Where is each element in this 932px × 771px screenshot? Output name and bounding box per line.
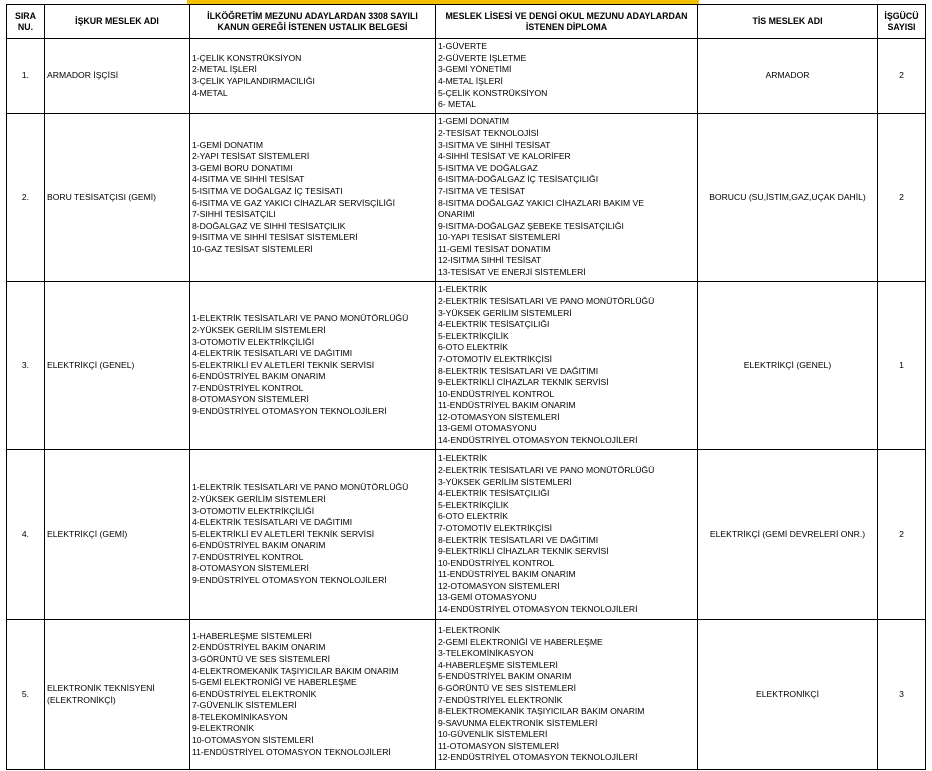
list-item: 7-OTOMOTİV ELEKTRİKÇİSİ [438, 522, 552, 533]
list-item: 6-ENDÜSTRİYEL BAKIM ONARIM [192, 540, 326, 551]
table-row [7, 450, 926, 620]
list-item: 6-ENDÜSTRİYEL ELEKTRONİK [192, 688, 317, 699]
list-item: 4-SIHHİ TESİSAT VE KALORİFER [438, 151, 571, 162]
header-isgucu: İŞGÜCÜ SAYISI [878, 5, 926, 39]
list-item: 1-ELEKTRİK [438, 453, 488, 464]
row-isgucu: 2 [878, 114, 926, 282]
list-item: 6- METAL [438, 99, 477, 110]
list-item: 3-OTOMOTİV ELEKTRİKÇİLİĞİ [192, 336, 315, 347]
list-item: 11-ENDÜSTRİYEL BAKIM ONARIM [438, 569, 576, 580]
row-isgucu: 2 [878, 450, 926, 620]
list-item: 13-TESİSAT VE ENERJİ SİSTEMLERİ [438, 267, 586, 278]
list-item: 10-OTOMASYON SİSTEMLERİ [192, 735, 314, 746]
table-row [7, 282, 926, 450]
row-ilkogretim [190, 114, 436, 282]
list-item: 10-YAPI TESİSAT SİSTEMLERİ [438, 232, 561, 243]
list-item: 3-ISITMA VE SIHHİ TESİSAT [438, 139, 551, 150]
row-sira: 1. [7, 39, 45, 114]
list-item: 1-ELEKTRONİK [438, 624, 501, 635]
list-item: 2-ELEKTRİK TESİSATLARI VE PANO MONÜTÖRLÜĞÜ [438, 464, 655, 475]
list-item: 1-GEMİ DONATIM [438, 116, 509, 127]
list-item: 8-OTOMASYON SİSTEMLERİ [192, 563, 309, 574]
list-item: 7-ISITMA VE TESİSAT [438, 185, 526, 196]
row-iskur: ELEKTRONİK TEKNİSYENİ (ELEKTRONİKÇİ) [45, 620, 190, 770]
list-item: 8-ELEKTROMEKANİK TAŞIYICILAR BAKIM ONARIM [438, 706, 645, 717]
list-item: 3-TELEKOMİNİKASYON [438, 648, 534, 659]
row-tis: ELEKTRİKÇİ (GENEL) [698, 282, 878, 450]
table-row [7, 620, 926, 770]
list-item: 8-ELEKTRİK TESİSATLARI VE DAĞITIMI [438, 365, 599, 376]
list-item: 2-METAL İŞLERİ [192, 64, 257, 75]
list-item: 7-OTOMOTİV ELEKTRİKÇİSİ [438, 353, 552, 364]
list-item: 4-ELEKTRİK TESİSATLARI VE DAĞITIMI [192, 348, 353, 359]
list-item: 2-YAPI TESİSAT SİSTEMLERİ [192, 151, 310, 162]
list-item: 5-ISITMA VE DOĞALGAZ [438, 162, 538, 173]
table-body [7, 39, 926, 770]
row-iskur: ELEKTRİKÇİ (GEMİ) [45, 450, 190, 620]
list-item: 8-ELEKTRİK TESİSATLARI VE DAĞITIMI [438, 534, 599, 545]
list-item: 2-GÜVERTE İŞLETME [438, 52, 527, 63]
row-sira: 2. [7, 114, 45, 282]
row-tis: ARMADOR [698, 39, 878, 114]
row-isgucu: 2 [878, 39, 926, 114]
list-item: 4-ELEKTRİK TESİSATLARI VE DAĞITIMI [192, 517, 353, 528]
list-item: 3-YÜKSEK GERİLİM SİSTEMLERİ [438, 307, 572, 318]
list-item: 9-ISITMA VE SIHHİ TESİSAT SİSTEMLERİ [192, 232, 358, 243]
table-header [7, 5, 926, 39]
list-item: 12-ISITMA SIHHİ TESİSAT [438, 255, 542, 266]
list-item: 9-ELEKTRONİK [192, 723, 255, 734]
list-item: 5-ÇELİK KONSTRÜKSİYON [438, 87, 548, 98]
list-item: 7-SIHHİ TESİSATÇILI [192, 209, 276, 220]
row-isgucu: 1 [878, 282, 926, 450]
list-item: 1-ÇELİK KONSTRÜKSİYON [192, 52, 302, 63]
list-item: 11-OTOMASYON SİSTEMLERİ [438, 740, 559, 751]
row-meslek-lisesi [436, 39, 698, 114]
list-item: 5-GEMİ ELEKTRONİĞİ VE HABERLEŞME [192, 677, 357, 688]
row-meslek-lisesi [436, 114, 698, 282]
list-item: ONARIMI [438, 209, 475, 220]
header-ilkogretim: İLKÖĞRETİM MEZUNU ADAYLARDAN 3308 SAYILI KANUN GEREĞİ İSTENEN USTALIK BELGESİ [190, 5, 436, 39]
list-item: 6-OTO ELEKTRİK [438, 511, 509, 522]
list-item: 11-GEMİ TESİSAT DONATIM [438, 243, 551, 254]
list-item: 9-ENDÜSTRİYEL OTOMASYON TEKNOLOJİLERİ [192, 406, 387, 417]
list-item: 3-GEMİ BORU DONATIMI [192, 162, 293, 173]
list-item: 9-ELEKTRİKLİ CİHAZLAR TEKNİK SERVİSİ [438, 546, 609, 557]
row-ilkogretim [190, 620, 436, 770]
list-item: 5-ELEKTRİKLİ EV ALETLERİ TEKNİK SERVİSİ [192, 528, 375, 539]
list-item: 7-ENDÜSTRİYEL KONTROL [192, 382, 304, 393]
list-item: 12-OTOMASYON SİSTEMLERİ [438, 411, 560, 422]
table-row [7, 39, 926, 114]
list-item: 2-ENDÜSTRİYEL BAKIM ONARIM [192, 642, 326, 653]
list-item: 14-ENDÜSTRİYEL OTOMASYON TEKNOLOJİLERİ [438, 604, 638, 615]
list-item: 4-ELEKTRİK TESİSATÇILIĞI [438, 319, 550, 330]
list-item: 4-HABERLEŞME SİSTEMLERİ [438, 659, 558, 670]
list-item: 2-YÜKSEK GERİLİM SİSTEMLERİ [192, 493, 326, 504]
list-item: 3-YÜKSEK GERİLİM SİSTEMLERİ [438, 476, 572, 487]
list-item: 1-ELEKTRİK [438, 284, 488, 295]
list-item: 10-ENDÜSTRİYEL KONTROL [438, 557, 555, 568]
list-item: 8-ISITMA DOĞALGAZ YAKICI CİHAZLARI BAKIM VE [438, 197, 644, 208]
row-meslek-lisesi [436, 282, 698, 450]
row-iskur: BORU TESİSATÇISI (GEMİ) [45, 114, 190, 282]
list-item: 1-GEMİ DONATIM [192, 139, 263, 150]
list-item: 4-ELEKTRİK TESİSATÇILIĞI [438, 488, 550, 499]
list-item: 4-ELEKTROMEKANİK TAŞIYICILAR BAKIM ONARIM [192, 665, 399, 676]
list-item: 1-ELEKTRİK TESİSATLARI VE PANO MONÜTÖRLÜĞÜ [192, 313, 409, 324]
list-item: 8-OTOMASYON SİSTEMLERİ [192, 394, 309, 405]
list-item: 4-ISITMA VE SIHHİ TESİSAT [192, 174, 305, 185]
list-item: 5-ELEKTRİKÇİLİK [438, 499, 509, 510]
list-item: 6-GÖRÜNTÜ VE SES SİSTEMLERİ [438, 682, 577, 693]
list-item: 7-GÜVENLİK SİSTEMLERİ [192, 700, 297, 711]
list-item: 5-ISITMA VE DOĞALGAZ İÇ TESİSATI [192, 185, 343, 196]
list-item: 7-ENDÜSTRİYEL ELEKTRONİK [438, 694, 563, 705]
row-tis: BORUCU (SU,İSTİM,GAZ,UÇAK DAHİL) [698, 114, 878, 282]
list-item: 3-GÖRÜNTÜ VE SES SİSTEMLERİ [192, 653, 331, 664]
row-ilkogretim [190, 39, 436, 114]
list-item: 1-GÜVERTE [438, 41, 488, 52]
row-tis: ELEKTRİKÇİ (GEMİ DEVRELERİ ONR.) [698, 450, 878, 620]
list-item: 3-GEMİ YÖNETİMİ [438, 64, 512, 75]
header-iskur: İŞKUR MESLEK ADI [45, 5, 190, 39]
list-item: 11-ENDÜSTRİYEL BAKIM ONARIM [438, 400, 576, 411]
header-tis: TİS MESLEK ADI [698, 5, 878, 39]
list-item: 1-ELEKTRİK TESİSATLARI VE PANO MONÜTÖRLÜĞÜ [192, 482, 409, 493]
list-item: 4-METAL İŞLERİ [438, 76, 503, 86]
list-item: 14-ENDÜSTRİYEL OTOMASYON TEKNOLOJİLERİ [438, 435, 638, 446]
row-meslek-lisesi [436, 620, 698, 770]
list-item: 10-GAZ TESİSAT SİSTEMLERİ [192, 243, 313, 254]
occupation-table [6, 4, 926, 770]
list-item: 3-ÇELİK YAPILANDIRMACILIĞI [192, 76, 315, 86]
list-item: 13-GEMİ OTOMASYONU [438, 592, 537, 603]
row-ilkogretim [190, 282, 436, 450]
list-item: 12-ENDÜSTRİYEL OTOMASYON TEKNOLOJİLERİ [438, 752, 638, 763]
row-ilkogretim [190, 450, 436, 620]
row-iskur: ARMADOR İŞÇİSİ [45, 39, 190, 114]
list-item: 9-ISITMA-DOĞALGAZ ŞEBEKE TESİSATÇILIĞI [438, 220, 624, 231]
list-item: 2-TESİSAT TEKNOLOJİSİ [438, 127, 539, 138]
list-item: 5-ELEKTRİKLİ EV ALETLERİ TEKNİK SERVİSİ [192, 359, 375, 370]
header-row [7, 5, 926, 39]
row-sira: 5. [7, 620, 45, 770]
list-item: 3-OTOMOTİV ELEKTRİKÇİLİĞİ [192, 505, 315, 516]
header-sira: SIRA NU. [7, 5, 45, 39]
list-item: 8-TELEKOMİNİKASYON [192, 711, 288, 722]
list-item: 2-GEMİ ELEKTRONİĞİ VE HABERLEŞME [438, 636, 603, 647]
row-tis: ELEKTRONİKÇİ [698, 620, 878, 770]
list-item: 10-ENDÜSTRİYEL KONTROL [438, 388, 555, 399]
list-item: 10-GÜVENLİK SİSTEMLERİ [438, 729, 548, 740]
row-sira: 4. [7, 450, 45, 620]
list-item: 5-ELEKTRİKÇİLİK [438, 330, 509, 341]
row-meslek-lisesi [436, 450, 698, 620]
list-item: 11-ENDÜSTRİYEL OTOMASYON TEKNOLOJİLERİ [192, 746, 391, 757]
table-row [7, 114, 926, 282]
list-item: 6-ISITMA VE GAZ YAKICI CİHAZLAR SERVİSÇİLİĞİ [192, 197, 395, 208]
header-meslek-lisesi: MESLEK LİSESİ VE DENGİ OKUL MEZUNU ADAYLARDAN İSTENEN DİPLOMA [436, 5, 698, 39]
list-item: 12-OTOMASYON SİSTEMLERİ [438, 580, 560, 591]
list-item: 6-ISITMA-DOĞALGAZ İÇ TESİSATÇILIĞI [438, 174, 599, 185]
list-item: 2-YÜKSEK GERİLİM SİSTEMLERİ [192, 324, 326, 335]
list-item: 2-ELEKTRİK TESİSATLARI VE PANO MONÜTÖRLÜĞÜ [438, 295, 655, 306]
list-item: 4-METAL [192, 87, 228, 98]
list-item: 1-HABERLEŞME SİSTEMLERİ [192, 630, 312, 641]
list-item: 7-ENDÜSTRİYEL KONTROL [192, 551, 304, 562]
list-item: 9-ENDÜSTRİYEL OTOMASYON TEKNOLOJİLERİ [192, 575, 387, 586]
row-iskur: ELEKTRİKÇİ (GENEL) [45, 282, 190, 450]
list-item: 8-DOĞALGAZ VE SIHHİ TESİSATÇILIK [192, 220, 346, 231]
list-item: 6-ENDÜSTRİYEL BAKIM ONARIM [192, 371, 326, 382]
list-item: 13-GEMİ OTOMASYONU [438, 423, 537, 434]
row-sira: 3. [7, 282, 45, 450]
row-isgucu: 3 [878, 620, 926, 770]
list-item: 6-OTO ELEKTRİK [438, 342, 509, 353]
list-item: 9-ELEKTRİKLİ CİHAZLAR TEKNİK SERVİSİ [438, 377, 609, 388]
list-item: 9-SAVUNMA ELEKTRONİK SİSTEMLERİ [438, 717, 598, 728]
list-item: 5-ENDÜSTRİYEL BAKIM ONARIM [438, 671, 572, 682]
